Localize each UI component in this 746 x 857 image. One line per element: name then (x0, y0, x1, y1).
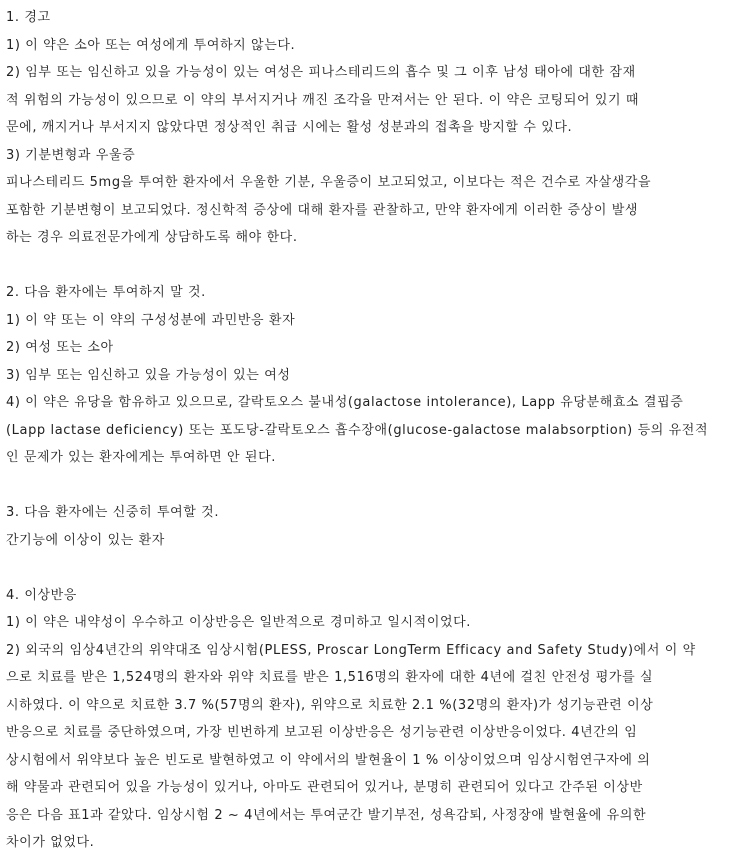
paragraph-line: 1) 이 약은 소아 또는 여성에게 투여하지 않는다. (6, 37, 296, 53)
paragraph-line: 2) 임부 또는 임신하고 있을 가능성이 있는 여성은 피나스테리드의 흡수 및 그 이후 남성 태아에 대한 잠재 (6, 65, 636, 80)
paragraph-line: 4) 이 약은 유당을 함유하고 있으므로, 갈락토오스 불내성(galactose intolerance), Lapp 유당분해효소 결핍증 (6, 395, 684, 410)
section-heading-adverse-reactions: 4. 이상반응 (6, 587, 77, 603)
paragraph-line: 피나스테리드 5mg을 투여한 환자에서 우울한 기분, 우울증이 보고되었고, 이보다는 적은 건수로 자살생각을 (6, 175, 652, 190)
paragraph-line: 인 문제가 있는 환자에게는 투여하면 안 된다. (6, 450, 276, 465)
paragraph-line: 상시험에서 위약보다 높은 빈도로 발현하였고 이 약에서의 발현율이 1 % 이상이었으며 임상시험연구자에 의 (6, 752, 651, 768)
paragraph-line: 차이가 없었다. (6, 835, 95, 850)
section-adverse-reactions (6, 582, 738, 857)
section-spacer (6, 472, 738, 500)
section-contraindications (6, 279, 738, 472)
paragraph-line: 하는 경우 의료전문가에게 상담하도록 해야 한다. (6, 230, 298, 245)
paragraph-line: 으로 치료를 받은 1,524명의 환자와 위약 치료를 받은 1,516명의 환자에 대한 4년에 걸친 안전성 평가를 실 (6, 670, 654, 685)
paragraph-line: 간기능에 이상이 있는 환자 (6, 532, 165, 548)
paragraph-line: 3) 임부 또는 임신하고 있을 가능성이 있는 여성 (6, 367, 291, 383)
section-spacer (6, 252, 738, 280)
section-heading-cautions: 3. 다음 환자에는 신중히 투여할 것. (6, 505, 220, 520)
paragraph-line: 응은 다음 표1과 같았다. 임상시험 2 ~ 4년에서는 투여군간 발기부전, 성욕감퇴, 사정장애 발현율에 유의한 (6, 807, 647, 823)
paragraph-line: 1) 이 약 또는 이 약의 구성성분에 과민반응 환자 (6, 312, 296, 328)
paragraph-line: 1) 이 약은 내약성이 우수하고 이상반응은 일반적으로 경미하고 일시적이었다. (6, 615, 472, 630)
section-heading-warnings: 1. 경고 (6, 10, 51, 25)
paragraph-line: 해 약물과 관련되어 있을 가능성이 있거나, 아마도 관련되어 있거나, 분명히 관련되어 있다고 간주된 이상반 (6, 780, 643, 795)
paragraph-line: 문에, 깨지거나 부서지지 않았다면 정상적인 취급 시에는 활성 성분과의 접촉을 방지할 수 있다. (6, 120, 573, 135)
section-warnings (6, 4, 738, 252)
paragraph-line: 시하였다. 이 약으로 치료한 3.7 %(57명의 환자), 위약으로 치료한 2.1 %(32명의 환자)가 성기능관련 이상 (6, 697, 654, 713)
section-heading-contraindications: 2. 다음 환자에는 투여하지 말 것. (6, 285, 206, 300)
paragraph-line: 적 위험의 가능성이 있으므로 이 약의 부서지거나 깨진 조각을 만져서는 안 된다. 이 약은 코팅되어 있기 때 (6, 92, 640, 108)
paragraph-line: 반응으로 치료를 중단하였으며, 가장 빈번하게 보고된 이상반응은 성기능관련 이상반응이었다. 4년간의 임 (6, 725, 638, 740)
section-cautions (6, 499, 738, 554)
paragraph-line: 2) 여성 또는 소아 (6, 340, 114, 355)
subheading-mood-changes: 3) 기분변형과 우울증 (6, 147, 136, 163)
section-spacer (6, 554, 738, 582)
paragraph-line: 2) 외국의 임상4년간의 위약대조 임상시험(PLESS, Proscar LongTerm Efficacy and Safety Study)에서 이 약 (6, 642, 696, 658)
paragraph-line: 포함한 기분변형이 보고되었다. 정신학적 증상에 대해 환자를 관찰하고, 만약 환자에게 이러한 증상이 발생 (6, 202, 639, 218)
paragraph-line: (Lapp lactase deficiency) 또는 포도당-갈락토오스 흡수장애(glucose-galactose malabsorption) 등의 유전적 (6, 422, 709, 438)
